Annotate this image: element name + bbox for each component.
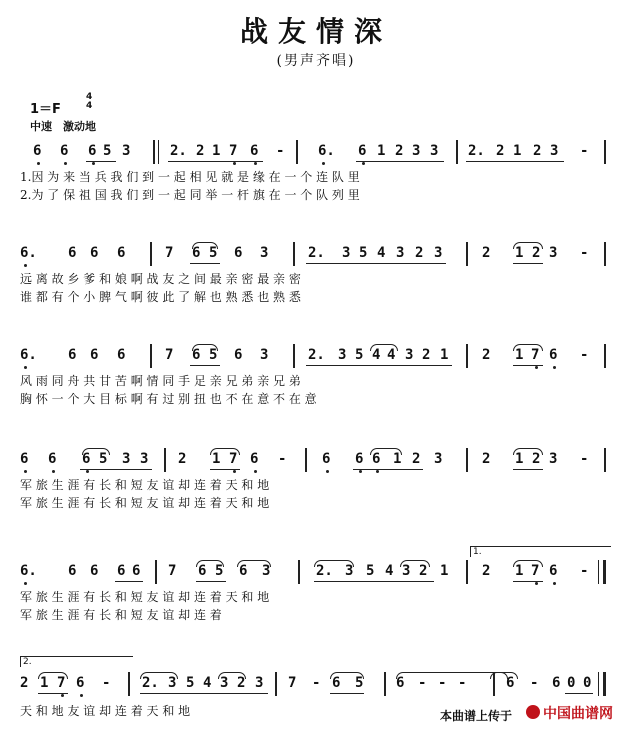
lyrics-verse-2: 谁 都 有 个 小 脾 气 啊 彼 此 了 解 也 熟 悉 也 熟 悉 (20, 290, 301, 304)
page-subtitle: (男声齐唱) (276, 53, 356, 69)
lyrics-verse-2: 2.为 了 保 祖 国 我 们 到 一 起 同 举 一 杆 旗 在 一 个 队 列 里 (20, 188, 360, 202)
lyrics-verse-1: 军 旅 生 涯 有 长 和 短 友 谊 却 连 着 天 和 地 (20, 478, 270, 492)
lyrics-verse-2: 军 旅 生 涯 有 长 和 短 友 谊 却 连 着 天 和 地 (20, 496, 270, 510)
site-logo-icon (526, 705, 540, 719)
time-signature (86, 93, 92, 111)
notes-row: 6. 6 6 6 7 6 5 6 3 2. 3 5 4 3 2 3 2 1 2 3 - (0, 242, 632, 266)
page-title: 战友情深 (239, 15, 392, 48)
lyrics-verse-2: 军 旅 生 涯 有 长 和 短 友 谊 却 连 着 (20, 608, 222, 622)
upload-note: 本曲谱上传于 (440, 709, 513, 723)
lyrics-verse-1: 军 旅 生 涯 有 长 和 短 友 谊 却 连 着 天 和 地 (20, 590, 270, 604)
lyrics-verse-1: 风 雨 同 舟 共 甘 苦 啊 情 同 手 足 亲 兄 弟 亲 兄 弟 (20, 374, 301, 388)
notes-row: 6 6 6 5 3 3 2 1 7 6 - 6 6 6 1 2 3 2 1 2 3 - (0, 448, 632, 472)
volta-1: 1. (470, 546, 611, 557)
site-logo[interactable]: 中国曲谱网 (543, 706, 613, 722)
lyrics-verse-1: 远 离 故 乡 爹 和 娘 啊 战 友 之 间 最 亲 密 最 亲 密 (20, 272, 301, 286)
key-signature: 1＝F (30, 102, 61, 117)
tempo-marking: 中速 激动地 (30, 120, 96, 133)
lyrics-verse-2: 胸 怀 一 个 大 目 标 啊 有 过 别 扭 也 不 在 意 不 在 意 (20, 392, 317, 406)
lyrics-verse-1: 天 和 地 友 谊 却 连 着 天 和 地 (20, 704, 191, 718)
notes-row: 2 1 7 6 - 2. 3 5 4 3 2 3 7 - 6 5 6 - - - 6 - 6 0 0 (0, 672, 632, 696)
meter-top: 4 (86, 92, 93, 102)
notes-row: 6. 6 6 6 6 7 6 5 6 3 2. 3 5 4 3 2 1 2 1 7 6 - (0, 560, 632, 584)
lyrics-verse-1: 1.因 为 来 当 兵 我 们 到 一 起 相 见 就 是 缘 在 一 个 连 队 里 (20, 170, 360, 184)
meter-bottom: 4 (86, 101, 93, 111)
notes-row: 6 6 6 5 3 2. 2 1 7 6 - 6. 6 1 2 3 3 2. 2 1 2 3 - (0, 140, 632, 164)
notes-row: 6. 6 6 6 7 6 5 6 3 2. 3 5 4 4 3 2 1 2 1 7 6 - (0, 344, 632, 368)
volta-2: 2. (20, 656, 133, 667)
